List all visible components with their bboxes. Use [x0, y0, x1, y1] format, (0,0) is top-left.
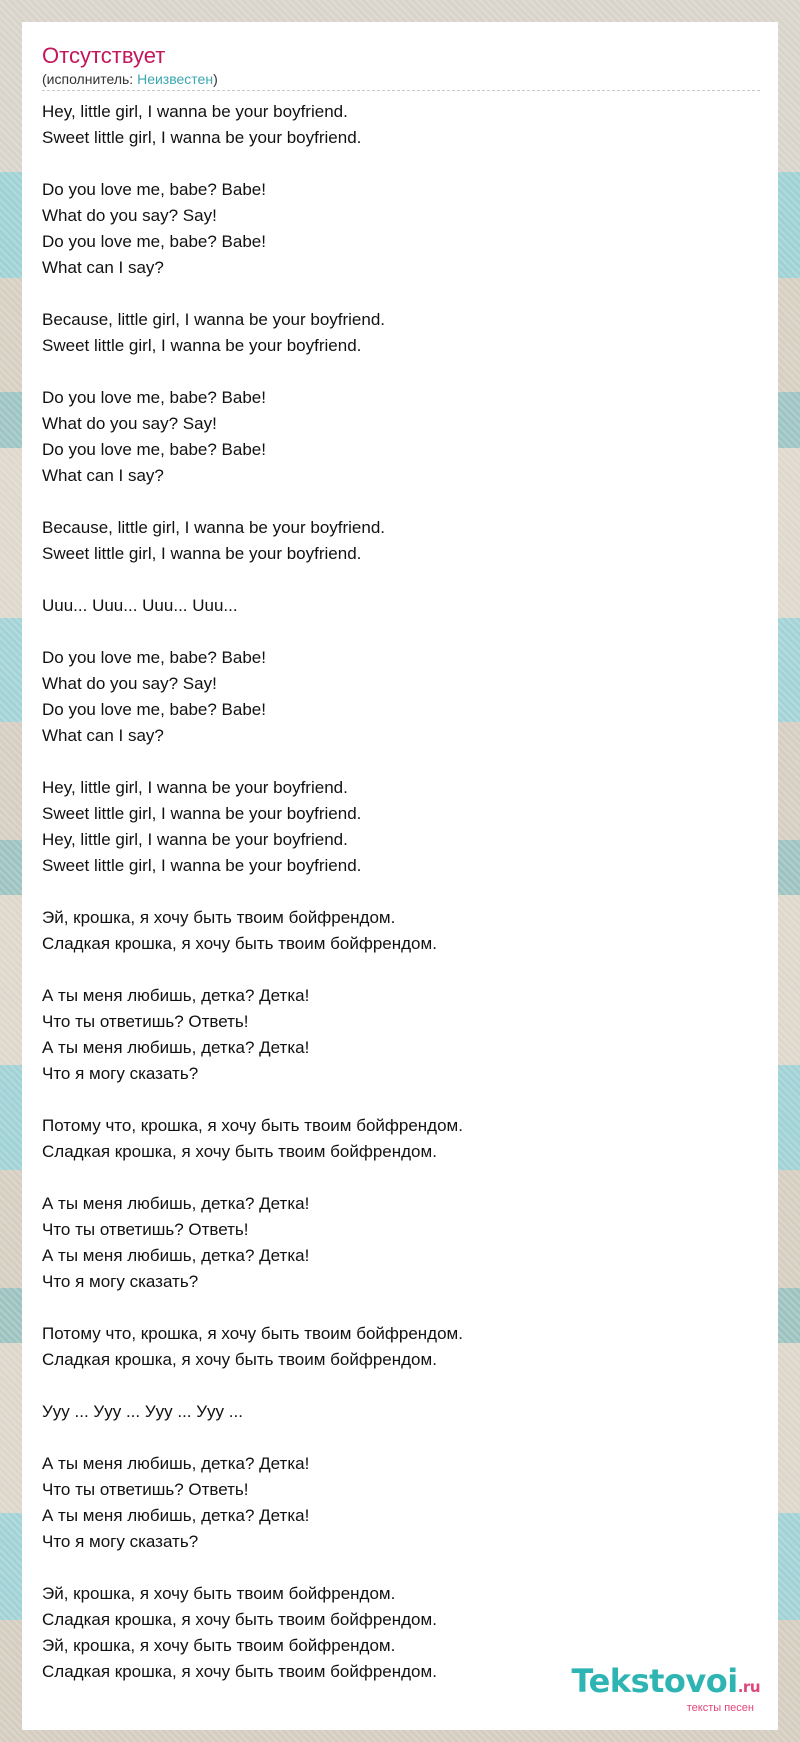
lyric-line: Что ты ответишь? Ответь!: [42, 1220, 249, 1239]
lyric-line: What can I say?: [42, 466, 164, 485]
lyric-line: А ты меня любишь, детка? Детка!: [42, 1454, 310, 1473]
stanza-gap: [42, 281, 758, 307]
lyrics-text: [42, 99, 758, 1685]
lyric-line: Потому что, крошка, я хочу быть твоим бойфрендом.: [42, 1324, 463, 1343]
lyric-line: Do you love me, babe? Babe!: [42, 180, 266, 199]
lyric-line: Эй, крошка, я хочу быть твоим бойфрендом.: [42, 1636, 396, 1655]
lyric-line: Hey, little girl, I wanna be your boyfriend.: [42, 102, 348, 121]
stanza-gap: [42, 1373, 758, 1399]
lyric-line: What do you say? Say!: [42, 206, 217, 225]
stanza-gap: [42, 1087, 758, 1113]
lyric-line: Uuu... Uuu... Uuu... Uuu...: [42, 596, 238, 615]
lyric-line: Потому что, крошка, я хочу быть твоим бойфрендом.: [42, 1116, 463, 1135]
lyric-line: Hey, little girl, I wanna be your boyfriend.: [42, 830, 348, 849]
lyric-line: Сладкая крошка, я хочу быть твоим бойфрендом.: [42, 1142, 437, 1161]
lyric-line: What can I say?: [42, 258, 164, 277]
lyric-line: Эй, крошка, я хочу быть твоим бойфрендом.: [42, 908, 396, 927]
stanza-gap: [42, 359, 758, 385]
lyric-line: Что я могу сказать?: [42, 1532, 199, 1551]
stanza-gap: [42, 151, 758, 177]
lyric-line: Do you love me, babe? Babe!: [42, 232, 266, 251]
stanza-gap: [42, 489, 758, 515]
lyric-line: Sweet little girl, I wanna be your boyfriend.: [42, 128, 362, 147]
stanza-gap: [42, 1295, 758, 1321]
stanza-gap: [42, 619, 758, 645]
lyric-line: What can I say?: [42, 726, 164, 745]
lyric-line: Do you love me, babe? Babe!: [42, 648, 266, 667]
lyric-line: Эй, крошка, я хочу быть твоим бойфрендом.: [42, 1584, 396, 1603]
stanza-gap: [42, 567, 758, 593]
artist-line: [42, 70, 758, 88]
lyric-line: А ты меня любишь, детка? Детка!: [42, 1506, 310, 1525]
lyric-line: Сладкая крошка, я хочу быть твоим бойфрендом.: [42, 1350, 437, 1369]
lyric-line: Sweet little girl, I wanna be your boyfriend.: [42, 544, 362, 563]
lyric-line: А ты меня любишь, детка? Детка!: [42, 1194, 310, 1213]
lyric-line: Ууу ... Ууу ... Ууу ... Ууу ...: [42, 1402, 243, 1421]
stanza-gap: [42, 749, 758, 775]
lyric-line: Hey, little girl, I wanna be your boyfriend.: [42, 778, 348, 797]
lyric-line: What do you say? Say!: [42, 414, 217, 433]
lyric-line: Что ты ответишь? Ответь!: [42, 1480, 249, 1499]
logo-name: Tekstovoi: [571, 1662, 738, 1700]
lyric-line: Сладкая крошка, я хочу быть твоим бойфрендом.: [42, 1662, 437, 1681]
lyric-line: Sweet little girl, I wanna be your boyfriend.: [42, 336, 362, 355]
lyric-line: Сладкая крошка, я хочу быть твоим бойфрендом.: [42, 934, 437, 953]
lyric-line: Что я могу сказать?: [42, 1064, 199, 1083]
stanza-gap: [42, 879, 758, 905]
artist-link[interactable]: Неизвестен: [137, 71, 214, 87]
lyric-line: А ты меня любишь, детка? Детка!: [42, 1038, 310, 1057]
lyrics-card: [22, 22, 778, 1730]
lyric-line: What do you say? Say!: [42, 674, 217, 693]
stanza-gap: [42, 1425, 758, 1451]
artist-prefix: (исполнитель:: [42, 71, 138, 87]
logo-tld: .ru: [737, 1678, 760, 1696]
title-divider: [42, 90, 760, 91]
lyric-line: Because, little girl, I wanna be your boyfriend.: [42, 518, 386, 537]
lyric-line: Что ты ответишь? Ответь!: [42, 1012, 249, 1031]
artist-suffix: ): [213, 71, 218, 87]
lyric-line: Sweet little girl, I wanna be your boyfriend.: [42, 856, 362, 875]
lyric-line: Do you love me, babe? Babe!: [42, 700, 266, 719]
lyric-line: Do you love me, babe? Babe!: [42, 388, 266, 407]
logo-tagline: тексты песен: [686, 1702, 754, 1714]
lyric-line: А ты меня любишь, детка? Детка!: [42, 1246, 310, 1265]
stanza-gap: [42, 957, 758, 983]
stanza-gap: [42, 1555, 758, 1581]
song-title: Отсутствует: [42, 43, 166, 68]
lyric-line: А ты меня любишь, детка? Детка!: [42, 986, 310, 1005]
lyric-line: Do you love me, babe? Babe!: [42, 440, 266, 459]
lyric-line: Because, little girl, I wanna be your boyfriend.: [42, 310, 386, 329]
lyric-line: Sweet little girl, I wanna be your boyfriend.: [42, 804, 362, 823]
site-logo[interactable]: [572, 1664, 760, 1714]
lyric-line: Что я могу сказать?: [42, 1272, 199, 1291]
logo-wordmark: [572, 1664, 760, 1704]
stanza-gap: [42, 1165, 758, 1191]
lyric-line: Сладкая крошка, я хочу быть твоим бойфрендом.: [42, 1610, 437, 1629]
